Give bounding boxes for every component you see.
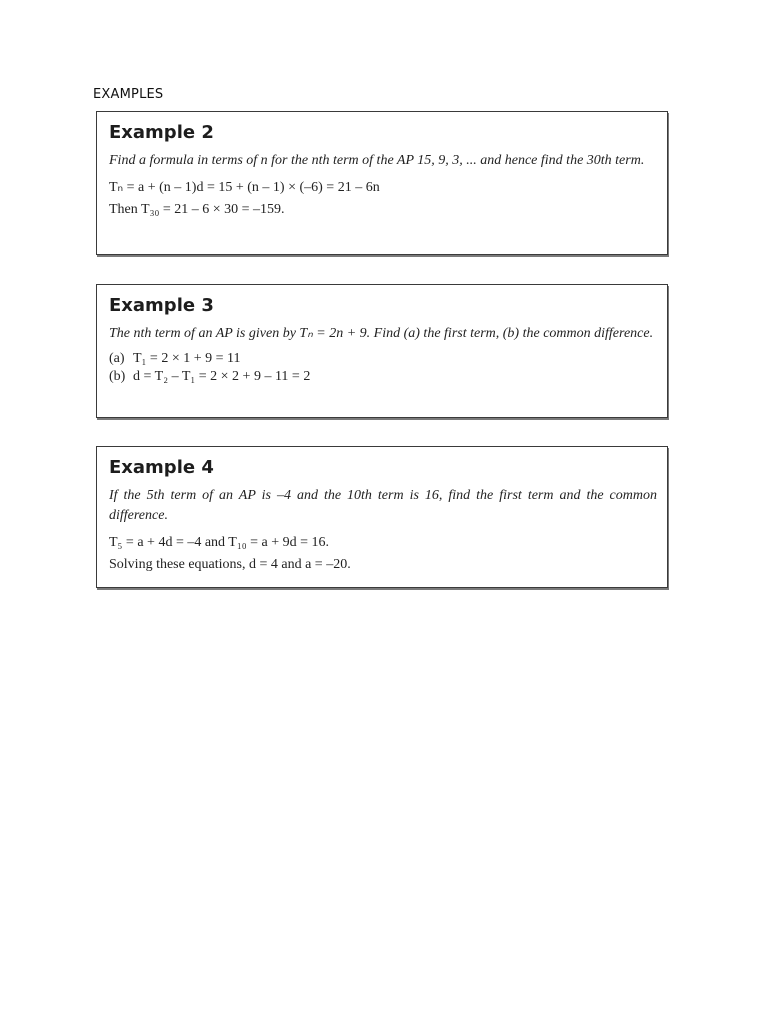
example-2-question: Find a formula in terms of n for the nth term of the AP 15, 9, 3, ... and hence find the 30th term. (109, 153, 645, 168)
example-3-part-a-text: T₁ = 2 × 1 + 9 = 11 (133, 351, 241, 366)
example-3-part-b (109, 368, 657, 386)
example-2-solution-line-2: Then T₃₀ = 21 – 6 × 30 = –159. (109, 202, 285, 217)
example-4-box (96, 446, 668, 588)
page-heading: EXAMPLES (93, 87, 164, 102)
example-3-title: Example 3 (109, 295, 214, 316)
example-2-solution-line-1: Tₙ = a + (n – 1)d = 15 + (n – 1) × (–6) = 21 – 6n (109, 180, 380, 195)
example-3-part-a (109, 350, 657, 368)
example-4-solution-line-2: Solving these equations, d = 4 and a = –20. (109, 557, 351, 572)
example-3-question: The nth term of an AP is given by Tₙ = 2n + 9. Find (a) the first term, (b) the common difference. (109, 326, 654, 341)
example-4-title: Example 4 (109, 457, 214, 478)
example-4-question: If the 5th term of an AP is –4 and the 10th term is 16, find the first term and the common difference. (109, 488, 657, 523)
example-3-box (96, 284, 668, 418)
example-3-part-b-text: d = T₂ – T₁ = 2 × 2 + 9 – 11 = 2 (133, 369, 311, 384)
example-2-title: Example 2 (109, 122, 214, 143)
example-4-solution-line-1: T₅ = a + 4d = –4 and T₁₀ = a + 9d = 16. (109, 535, 330, 550)
example-2-box (96, 111, 668, 255)
example-3-part-b-label: (b) (109, 369, 126, 384)
example-3-part-a-label: (a) (109, 351, 125, 366)
